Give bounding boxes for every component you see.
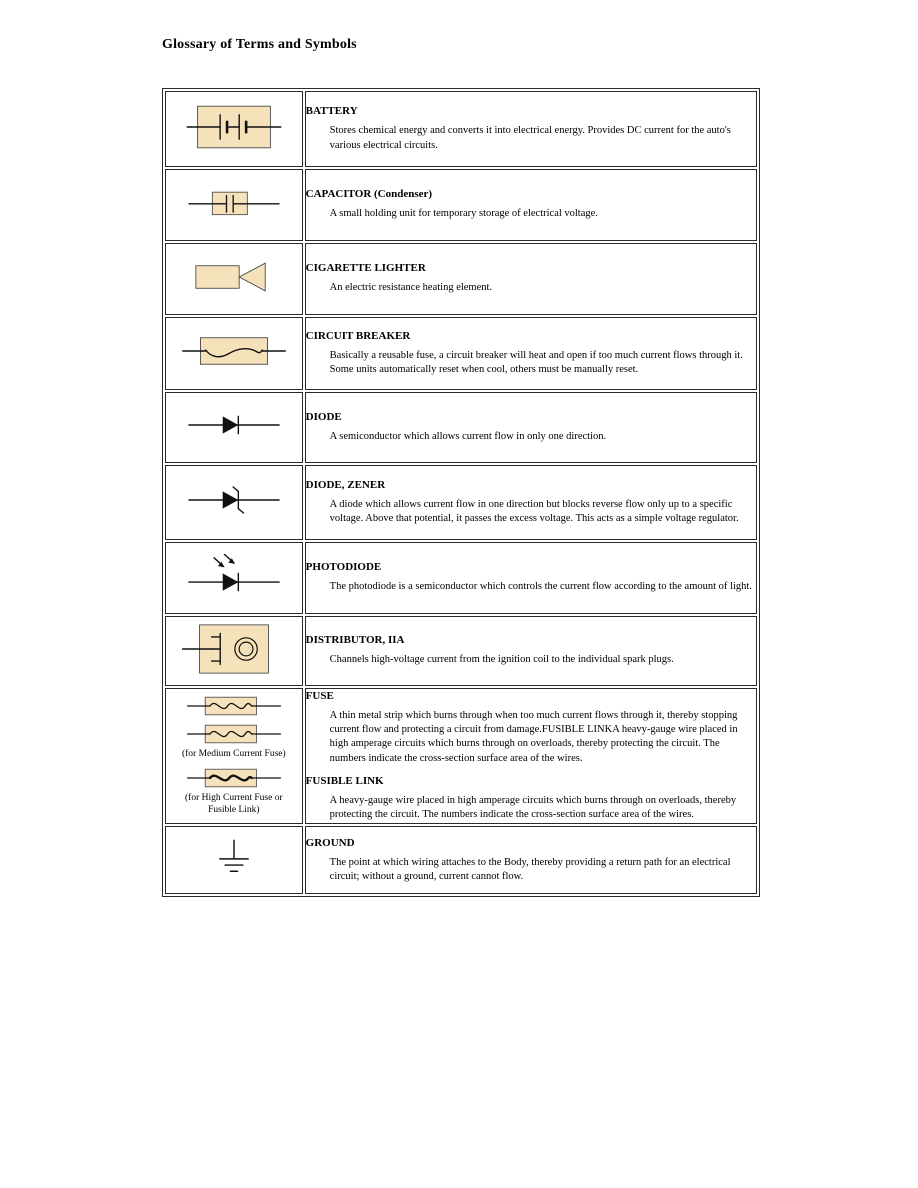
fuse-caption-medium: (for Medium Current Fuse) — [181, 749, 286, 759]
battery-icon — [182, 98, 286, 156]
term-definition: Basically a reusable fuse, a circuit breaker will heat and open if too much current flows through it. Some units automatically reset when cool, others must be manually reset. — [329, 349, 743, 375]
term-name: DIODE, ZENER — [305, 478, 386, 491]
photodiode-icon — [182, 554, 286, 598]
description-cell — [305, 91, 757, 167]
table-row — [165, 616, 757, 686]
term-name: CAPACITOR (Condenser) — [305, 188, 433, 201]
term-definition: A small holding unit for temporary storage of electrical voltage. — [329, 208, 598, 220]
ground-icon — [198, 835, 270, 881]
glossary-table — [162, 88, 760, 897]
fuse-icon — [186, 693, 282, 719]
symbol-cell — [165, 688, 303, 824]
symbol-cell — [165, 542, 303, 614]
description-cell — [305, 465, 757, 540]
table-row — [165, 826, 757, 894]
table-row — [165, 317, 757, 390]
term-definition: The point at which wiring attaches to the Body, thereby providing a return path for an electrical circuit; without a ground, current cannot flow. — [329, 856, 731, 882]
term-name: FUSE — [305, 690, 334, 703]
symbol-cell — [165, 826, 303, 894]
description-cell — [305, 542, 757, 614]
table-row — [165, 688, 757, 824]
term-name: GROUND — [305, 836, 355, 849]
description-cell — [305, 317, 757, 390]
term-name: DISTRIBUTOR, IIA — [305, 634, 405, 647]
symbol-cell — [165, 616, 303, 686]
table-row — [165, 91, 757, 167]
description-cell — [305, 688, 757, 824]
description-cell — [305, 392, 757, 463]
term-definition: Stores chemical energy and converts it into electrical energy. Provides DC current for the auto's various electrical circuits. — [329, 125, 731, 151]
symbol-cell — [165, 317, 303, 390]
capacitor-icon — [184, 185, 284, 221]
term-definition: A thin metal strip which burns through when too much current flows through it, thereby stopping current flow and protecting a circuit from damage.FUSIBLE LINKA heavy-gauge wire placed in high amperage circuits which burns through on overloads, thereby protecting the circuit. The numbers indicate the cross-section surface area of the wires. — [329, 710, 738, 764]
term-definition: A semiconductor which allows current flow in only one direction. — [329, 430, 607, 442]
fuse-symbol-stack — [178, 689, 290, 823]
term-definition: The photodiode is a semiconductor which controls the current flow according to the amount of light. — [329, 581, 752, 593]
medium-current-fuse-icon — [186, 721, 282, 747]
high-current-fuse-icon — [186, 765, 282, 791]
term-name: DIODE — [305, 410, 342, 423]
term-definition: A heavy-gauge wire placed in high amperage circuits which burns through on overloads, thereby protecting the circuit. The numbers indicate the cross-section surface area of the wires. — [329, 794, 737, 820]
term-definition: Channels high-voltage current from the ignition coil to the individual spark plugs. — [329, 654, 674, 666]
symbol-cell — [165, 243, 303, 315]
table-row — [165, 465, 757, 540]
diode-icon — [182, 407, 286, 443]
symbol-cell — [165, 465, 303, 540]
table-row — [165, 169, 757, 241]
description-cell — [305, 616, 757, 686]
description-cell — [305, 826, 757, 894]
symbol-cell — [165, 91, 303, 167]
term-definition: An electric resistance heating element. — [329, 282, 493, 294]
circuit-breaker-icon — [181, 328, 287, 374]
term-name: CIRCUIT BREAKER — [305, 329, 411, 342]
term-name: CIGARETTE LIGHTER — [305, 262, 426, 275]
symbol-cell — [165, 169, 303, 241]
table-row — [165, 243, 757, 315]
term-definition: A diode which allows current flow in one direction but blocks reverse flow only up to a specific voltage. Above that potential, it passes the excess voltage. This acts as a simple voltage regulator. — [329, 498, 739, 524]
symbol-cell — [165, 392, 303, 463]
cigarette-lighter-icon — [182, 255, 286, 299]
fuse-caption-high: (for High Current Fuse or Fusible Link) — [185, 793, 283, 815]
term-name: BATTERY — [305, 105, 358, 118]
zener-diode-icon — [182, 482, 286, 518]
distributor-icon — [182, 618, 286, 680]
table-row — [165, 392, 757, 463]
term-name: FUSIBLE LINK — [305, 774, 384, 787]
term-name: PHOTODIODE — [305, 561, 382, 574]
description-cell — [305, 243, 757, 315]
description-cell — [305, 169, 757, 241]
page-title: Glossary of Terms and Symbols — [162, 37, 357, 52]
table-row — [165, 542, 757, 614]
